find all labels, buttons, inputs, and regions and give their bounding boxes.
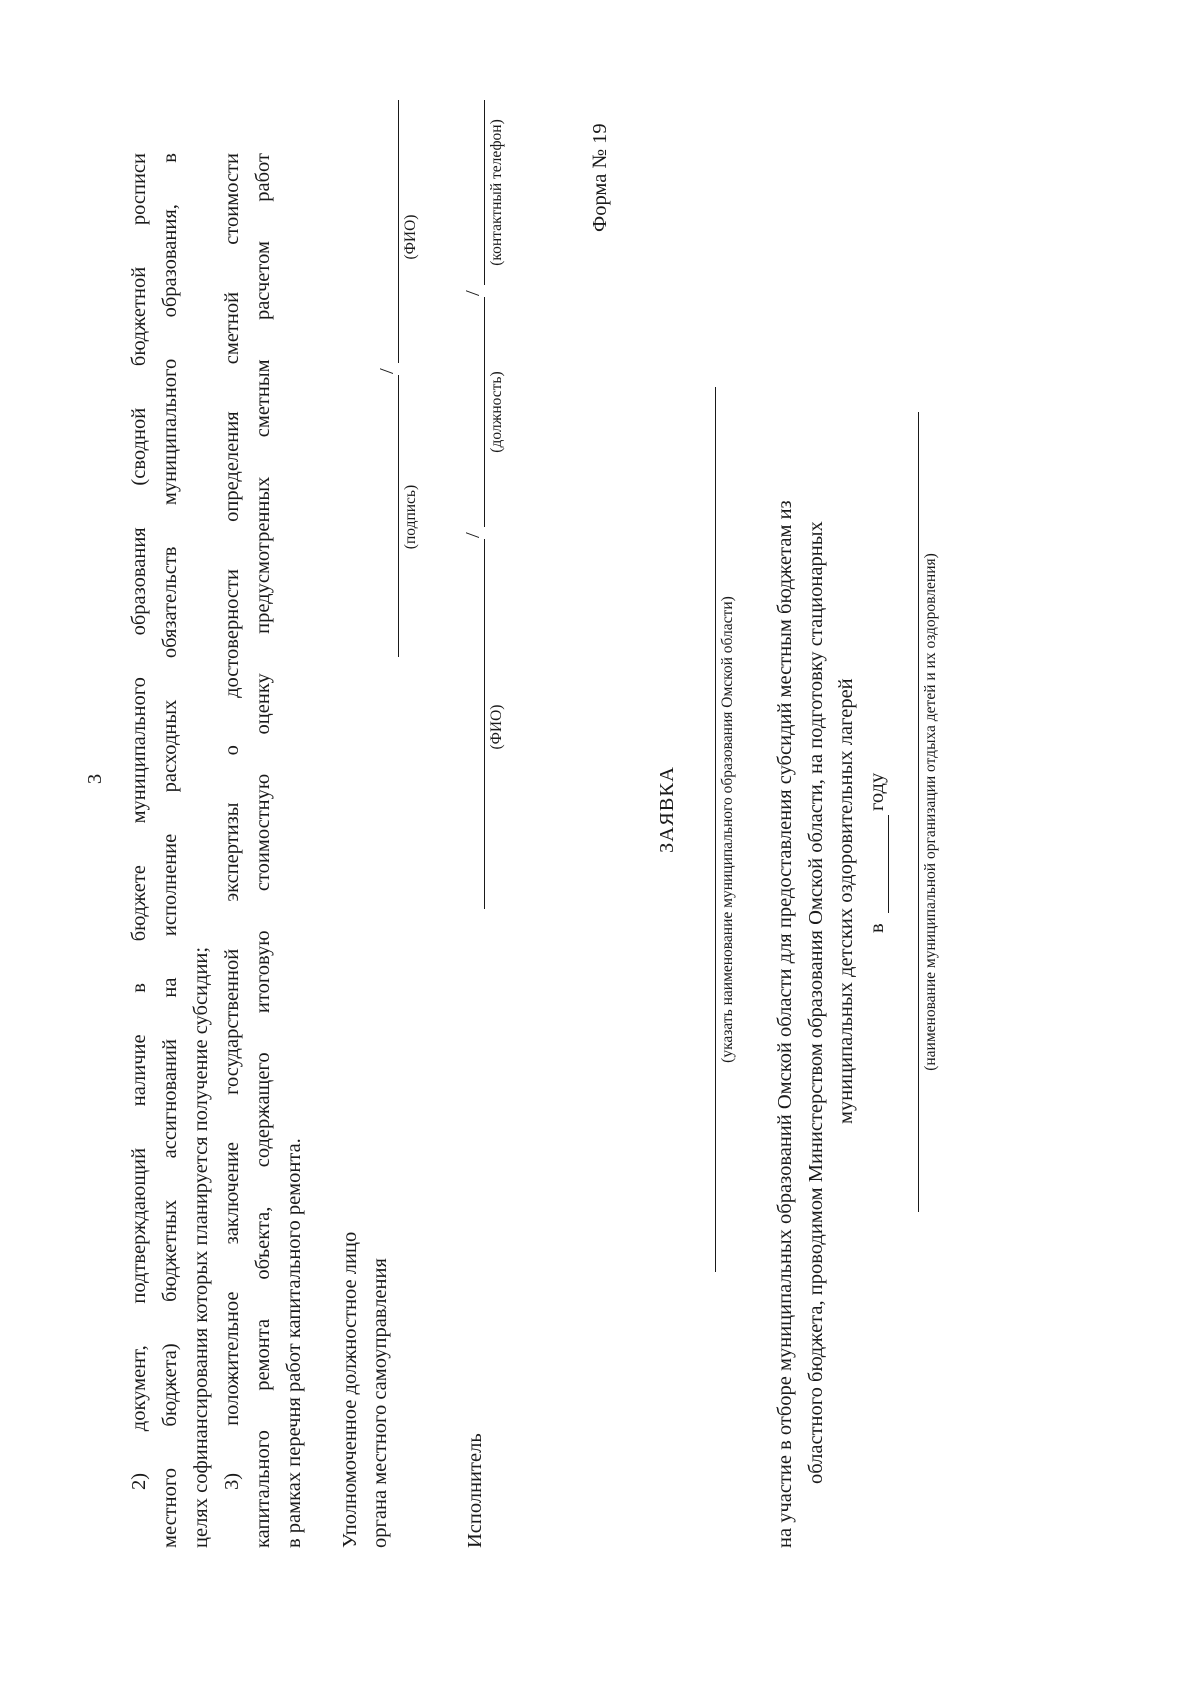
form-number: Форма № 19 xyxy=(589,123,611,232)
application-body-line-1: на участие в отборе муниципальных образований Омской области для предоставления субсидий местным бюджетам из xyxy=(774,500,796,1548)
year-blank-line xyxy=(888,815,889,913)
paragraph-2-line-3: целях софинансирования которых планируется получение субсидии; xyxy=(190,946,212,1548)
signature-caption: (подпись) xyxy=(402,484,419,550)
application-body-line-3: муниципальных детских оздоровительных лагерей xyxy=(835,678,857,1124)
organization-caption: (наименование муниципальной организации отдыха детей и их оздоровления) xyxy=(922,553,939,1071)
year-suffix: году xyxy=(866,772,888,811)
authorized-name-line xyxy=(398,100,399,363)
executor-name-line xyxy=(484,539,485,909)
executor-phone-caption: (контактный телефон) xyxy=(488,119,505,266)
organization-name-line xyxy=(918,412,919,1212)
page-number: 3 xyxy=(84,773,106,785)
municipality-caption: (указать наименование муниципального образования Омской области) xyxy=(719,596,736,1063)
executor-separator-slash-1: / xyxy=(462,532,484,538)
application-title: ЗАЯВКА xyxy=(656,766,678,853)
executor-phone-line xyxy=(484,100,485,285)
paragraph-3-line-1: 3) положительное заключение государственной экспертизы о достоверности определения сметной стоимости xyxy=(221,153,243,1490)
paragraph-3-line-2: капитального ремонта объекта, содержащего итоговую стоимостную оценку предусмотренных сметным расчетом работ xyxy=(252,153,274,1548)
year-prefix: в xyxy=(866,923,888,933)
application-body-line-2: областного бюджета, проводимом Министерством образования Омской области, на подготовку стационарных xyxy=(805,521,827,1484)
executor-label: Исполнитель xyxy=(464,1433,486,1548)
signature-line xyxy=(398,375,399,657)
executor-position-caption: (должность) xyxy=(488,371,505,453)
executor-separator-slash-2: / xyxy=(462,290,484,296)
paragraph-2-line-1: 2) документ, подтверждающий наличие в бюджете муниципального образования (сводной бюджетной росписи xyxy=(128,153,150,1490)
authorized-person-label-line-2: органа местного самоуправления xyxy=(369,1258,391,1548)
authorized-name-caption: (ФИО) xyxy=(402,214,419,260)
authorized-person-label-line-1: Уполномоченное должностное лицо xyxy=(339,1231,361,1548)
municipality-name-line xyxy=(715,387,716,1272)
paragraph-3-line-3: в рамках перечня работ капитального ремонта. xyxy=(283,1138,305,1548)
executor-name-caption: (ФИО) xyxy=(488,704,505,750)
executor-position-line xyxy=(484,297,485,527)
signature-separator-slash: / xyxy=(376,368,398,374)
paragraph-2-line-2: местного бюджета) бюджетных ассигнований на исполнение расходных обязательств муниципального образования, в xyxy=(159,153,181,1548)
